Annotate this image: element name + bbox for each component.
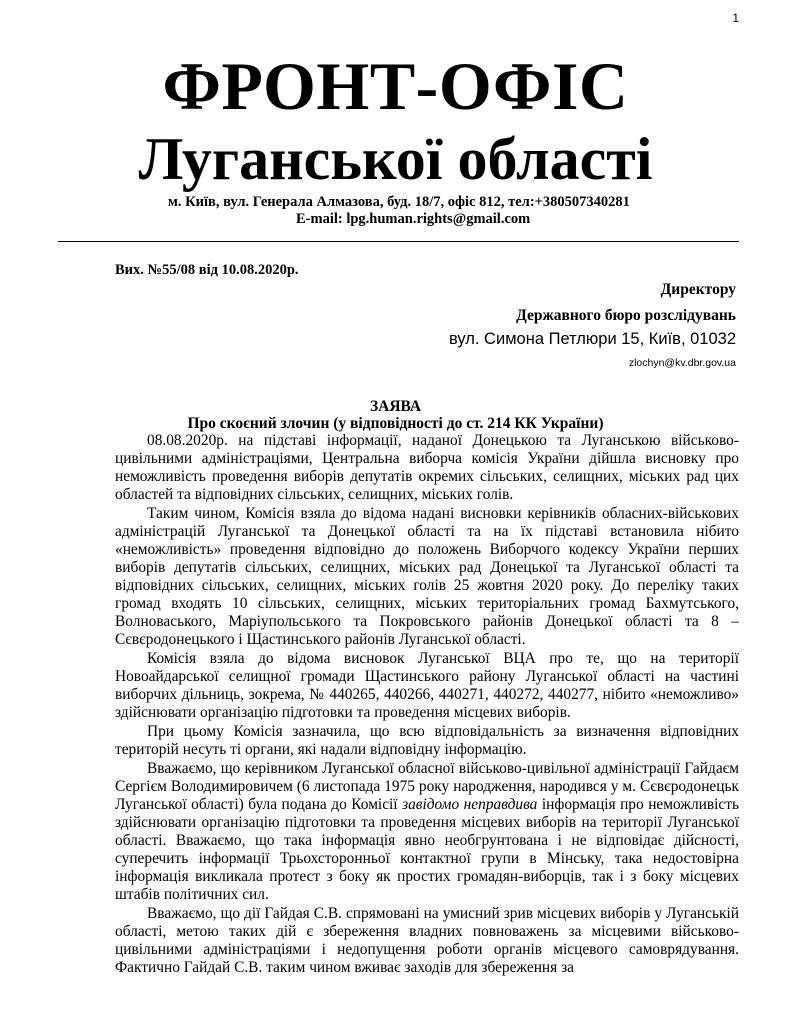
body-text: Вважаємо, що керівником Луганської обласної військово-цивільної адміністрації Гайдаєм Сергієм Володимировичем (6 листопада 1975 року народження, народився у м. Сєвєродонецьк Луганської області) була подана до Комісії	[115, 760, 739, 813]
page-number: 1	[732, 11, 739, 25]
document-body	[115, 432, 739, 978]
body-paragraph: Таким чином, Комісія взяла до відома надані висновки керівників обласних-військових адміністрацій Луганської та Донецької області та на їх підставі встановила нібито «неможливість» проведення відповідно до положень Виборчого кодексу України перших виборів депутатів сільських, селищних, міських рад Донецької та Луганської області та відповідних сільських, селищних, міських голів 25 жовтня 2020 року. До переліку таких громад входять 10 сільських, селищних, міських територіальних громад Бахмутського, Волноваського, Маріупольського та Покровського районів Донецької області та 8 – Сєвєродонецького і Щастинського районів Луганської області.	[115, 505, 739, 648]
header-subtitle: Луганської області	[138, 126, 653, 192]
recipient-address: вул. Симона Петлюри 15, Київ, 01032	[448, 330, 736, 348]
body-paragraph	[115, 760, 739, 904]
document-subject: Про скоєний злочин (у відповідності до ст. 214 КК України)	[187, 415, 604, 432]
header-email: E-mail: lpg.human.rights@gmail.com	[296, 211, 531, 227]
recipient-position: Директору	[660, 281, 736, 298]
body-paragraph: Вважаємо, що дії Гайдая С.В. спрямовані на умисний зрив місцевих виборів у Луганській області, метою таких дій є збереження владних повноважень за місцевими військово-цивільними адміністраціями і недопущення роботи органів місцевого самоврядування. Фактично Гайдай С.В. таким чином вживає заходів для збереження за	[115, 905, 739, 976]
body-text: інформація про неможливість здійснювати організацію підготовки та проведення місцевих виборів на території Луганської області. Вважаємо, що така інформація явно необгрунтована і не відповідає дійсності, суперечить інформації Трьохсторонньої контактної групи в Мінську, така недостовірна інформація викликала протест з боку як простих громадян-виборців, так і з боку місцевих штабів політичних сил.	[115, 796, 739, 903]
outgoing-number: Вих. №55/08 від 10.08.2020р.	[115, 262, 299, 278]
document-title: ЗАЯВА	[369, 398, 422, 415]
body-paragraph: Комісія взяла до відома висновок Луганської ВЦА про те, що на території Новоайдарської селищної громади Щастинського району Луганської області на частині виборчих дільниць, зокрема, № 440265, 440266, 440271, 440272, 440277, нібито «неможливо» здійснювати організацію підготовки та проведення місцевих виборів.	[115, 650, 739, 721]
header-title: ФРОНТ-ОФІС	[162, 48, 629, 124]
body-paragraph: При цьому Комісія зазначила, що всю відповідальність за визначення відповідних територій несуть ті органи, які надали відповідну інформацію.	[115, 723, 739, 758]
header-address: м. Київ, вул. Генерала Алмазова, буд. 18/7, офіс 812, тел:+380507340281	[168, 194, 630, 210]
header-divider	[58, 241, 739, 242]
recipient-organization: Державного бюро розслідувань	[516, 307, 736, 324]
recipient-email: zlochyn@kv.dbr.gov.ua	[628, 357, 736, 369]
body-paragraph: 08.08.2020р. на підставі інформації, наданої Донецькою та Луганською військово-цивільними адміністраціями, Центральна виборча комісія України дійшла висновку про неможливість проведення виборів депутатів окремих сільських, селищних, міських рад цих областей та відповідних сільських, селищних, міських голів.	[115, 432, 739, 503]
emphasized-text: завідомо неправдива	[402, 796, 538, 813]
